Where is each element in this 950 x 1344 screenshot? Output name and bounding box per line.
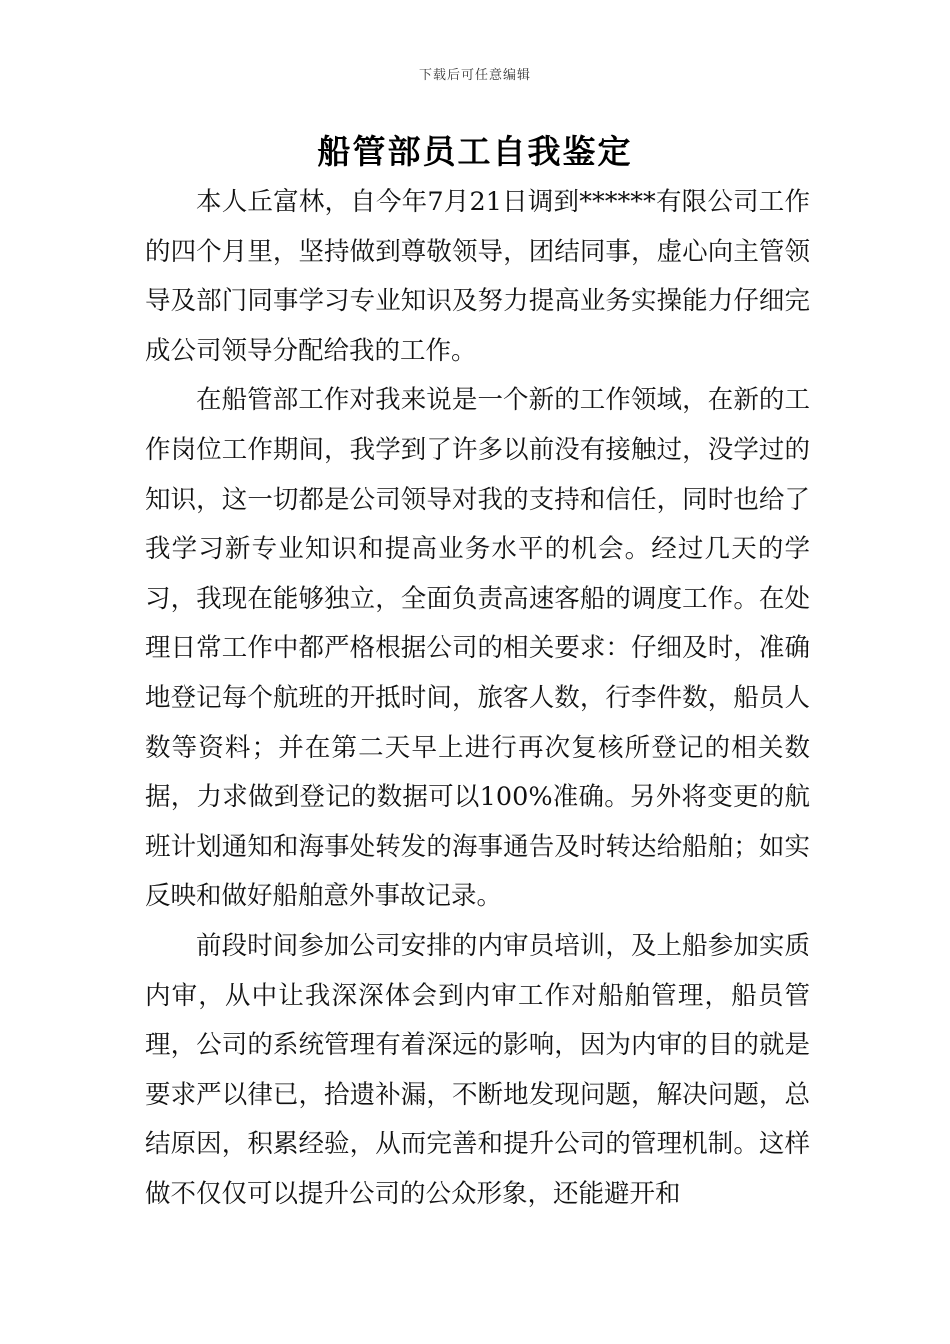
paragraph-3: 前段时间参加公司安排的内审员培训，及上船参加实质内审，从中让我深深体会到内审工作对船舶管理，船员管理，公司的系统管理有着深远的影响，因为内审的目的就是要求严以律已，拾遗补漏，不断地发现问题，解决问题，总结原因，积累经验，从而完善和提升公司的管理机制。这样做不仅仅可以提升公司的公众形象，还能避开和 [145,930,810,1209]
paragraph-2: 在船管部工作对我来说是一个新的工作领域，在新的工作岗位工作期间，我学到了许多以前没有接触过，没学过的知识，这一切都是公司领导对我的支持和信任，同时也给了我学习新专业知识和提高业务水平的机会。经过几天的学习，我现在能够独立，全面负责高速客船的调度工作。在处理日常工作中都严格根据公司的相关要求：仔细及时，准确地登记每个航班的开抵时间，旅客人数，行李件数，船员人数等资料；并在第二天早上进行再次复核所登记的相关数据，力求做到登记的数据可以100%准确。另外将变更的航班计划通知和海事处转发的海事通告及时转达给船舶；如实反映和做好船舶意外事故记录。 [145,385,810,912]
document-body [145,178,810,1219]
header-note: 下载后可任意编辑 [418,68,531,83]
paragraph-1: 本人丘富林，自今年7月21日调到******有限公司工作的四个月里，坚持做到尊敬领导，团结同事，虚心向主管领导及部门同事学习专业知识及努力提高业务实操能力仔细完成公司领导分配给我的工作。 [145,187,810,366]
document-title: 船管部员工自我鉴定 [317,132,633,171]
